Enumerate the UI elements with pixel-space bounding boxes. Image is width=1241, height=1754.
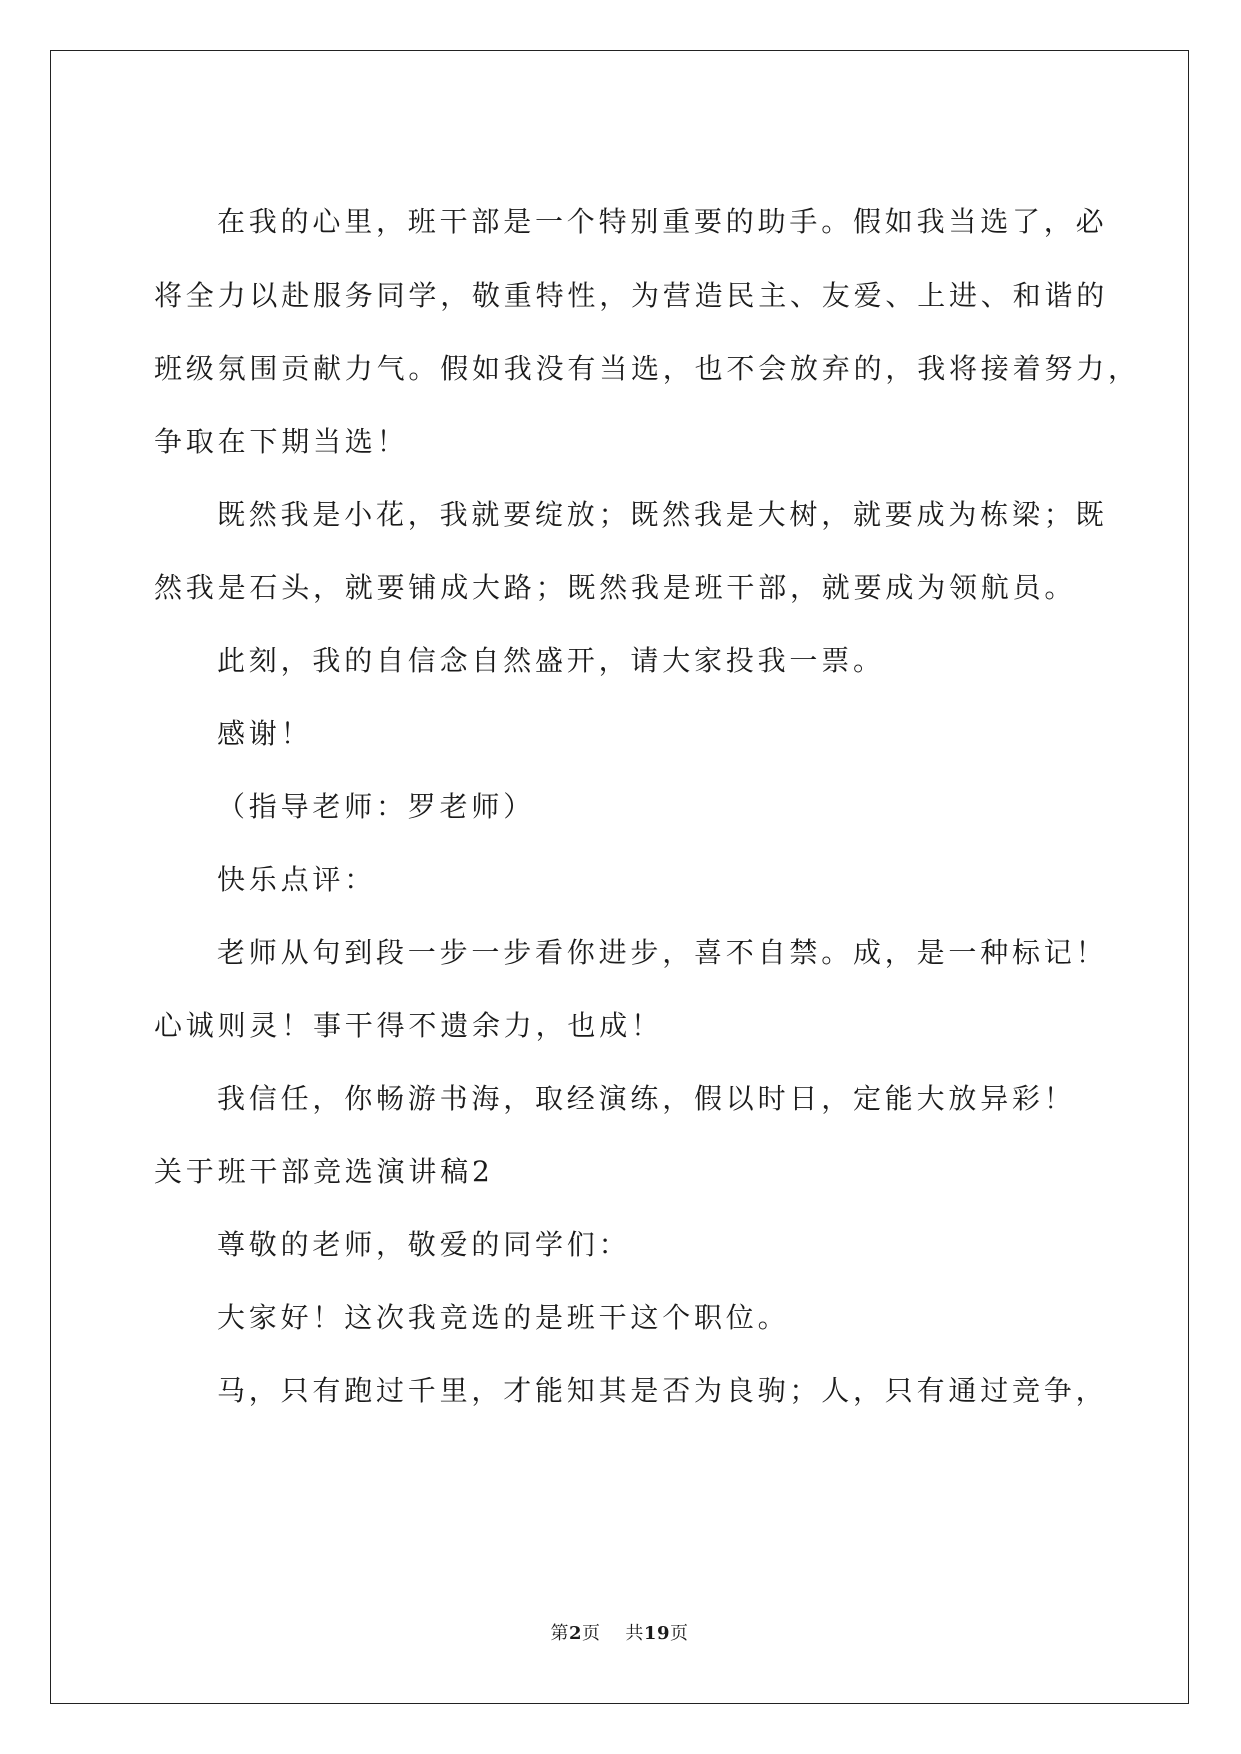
- paragraph-line: 大家好！这次我竞选的是班干这个职位。: [217, 1301, 790, 1334]
- footer-total-prefix: 共: [625, 1623, 644, 1644]
- paragraph-line: 马，只有跑过千里，才能知其是否为良驹；人，只有通过竞争，: [217, 1374, 1108, 1407]
- paragraph-line: （指导老师：罗老师）: [217, 790, 536, 823]
- paragraph-line: 争取在下期当选！: [154, 425, 409, 458]
- paragraph-line: 在我的心里，班干部是一个特别重要的助手。假如我当选了，必: [217, 205, 1108, 238]
- paragraph-line: 然我是石头，就要铺成大路；既然我是班干部，就要成为领航员。: [154, 571, 1077, 604]
- paragraph-line: 感谢！: [217, 717, 313, 750]
- paragraph-line: 此刻，我的自信念自然盛开，请大家投我一票。: [217, 644, 885, 677]
- paragraph-line: 心诚则灵！事干得不遗余力，也成！: [154, 1009, 663, 1042]
- paragraph-line: 老师从句到段一步一步看你进步，喜不自禁。成，是一种标记！: [217, 936, 1108, 969]
- page-footer: [51, 1622, 1188, 1646]
- page-frame: [50, 50, 1189, 1704]
- footer-page-unit: 页: [582, 1623, 601, 1644]
- paragraph-line: 班级氛围贡献力气。假如我没有当选，也不会放弃的，我将接着努力，: [154, 352, 1140, 385]
- page-number: 2: [569, 1623, 583, 1644]
- document-body: [51, 51, 1188, 1703]
- footer-total-unit: 页: [669, 1623, 689, 1644]
- paragraph-line: 尊敬的老师，敬爱的同学们：: [217, 1228, 631, 1261]
- paragraph-line: 将全力以赴服务同学，敬重特性，为营造民主、友爱、上进、和谐的: [154, 279, 1109, 312]
- paragraph-line: 快乐点评：: [217, 863, 377, 896]
- section-heading: 关于班干部竞选演讲稿2: [154, 1155, 494, 1188]
- total-pages: 19: [643, 1623, 670, 1644]
- footer-prefix: 第: [550, 1623, 569, 1644]
- paragraph-line: 既然我是小花，我就要绽放；既然我是大树，就要成为栋梁；既: [217, 498, 1108, 531]
- paragraph-line: 我信任，你畅游书海，取经演练，假以时日，定能大放异彩！: [217, 1082, 1076, 1115]
